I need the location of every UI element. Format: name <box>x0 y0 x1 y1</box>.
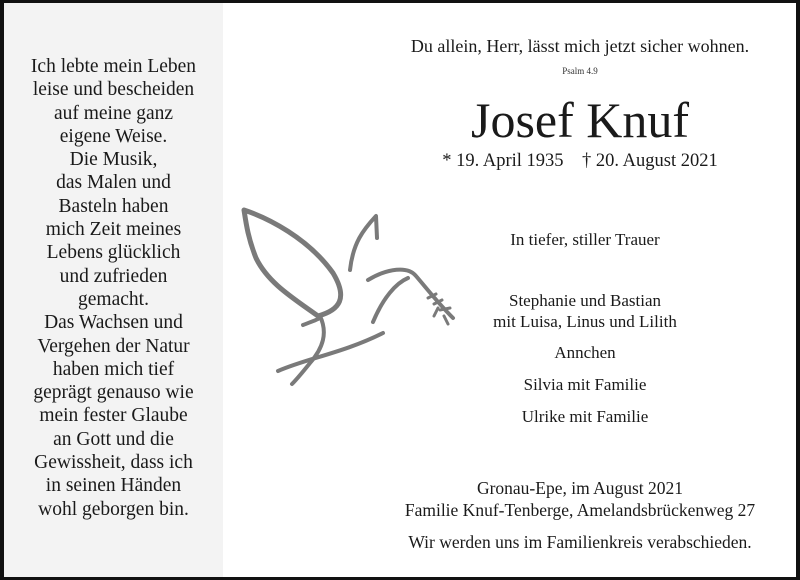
mourning-intro: In tiefer, stiller Trauer <box>510 230 660 249</box>
poem-line: Lebens glücklich <box>46 242 181 264</box>
poem-line: Basteln haben <box>58 195 169 217</box>
mourner-line: mit Luisa, Linus und Lilith <box>493 312 677 331</box>
poem-line: Ich lebte mein Leben <box>30 56 197 77</box>
poem-line: in seinen Händen <box>45 475 182 497</box>
poem-line: geprägt genauso wie <box>33 382 194 404</box>
poem-line: das Malen und <box>56 172 171 194</box>
mourner-group <box>470 290 700 332</box>
poem-line: leise und bescheiden <box>32 79 195 101</box>
poem-line: Das Wachsen und <box>44 312 183 334</box>
poem-line: Die Musik, <box>69 149 158 171</box>
footer-address: Familie Knuf-Tenberge, Amelandsbrückenweg 27 <box>404 500 756 520</box>
death-date: † 20. August 2021 <box>582 151 718 171</box>
poem-line: auf meine ganz <box>53 102 174 124</box>
poem-line: an Gott und die <box>53 428 174 450</box>
birth-date: * 19. April 1935 <box>442 151 564 171</box>
poem <box>4 55 223 521</box>
mourner-group: Silvia mit Familie <box>523 375 647 394</box>
mourner-line: Stephanie und Bastian <box>508 291 662 310</box>
poem-line: mich Zeit meines <box>45 219 182 241</box>
dove-with-olive-branch-icon <box>238 198 463 388</box>
poem-line: gemacht. <box>78 288 149 310</box>
poem-line: eigene Weise. <box>59 125 168 147</box>
verse-source: Psalm 4.9 <box>562 66 598 76</box>
poem-line: Gewissheit, dass ich <box>34 452 193 474</box>
poem-line: mein fester Glaube <box>39 405 188 427</box>
poem-panel <box>4 3 223 577</box>
poem-line: haben mich tief <box>52 358 175 380</box>
mourner-group: Ulrike mit Familie <box>521 407 649 426</box>
life-dates <box>380 151 780 172</box>
deceased-name: Josef Knuf <box>470 92 690 148</box>
mourner-group: Annchen <box>554 343 616 362</box>
poem-line: Vergehen der Natur <box>37 335 190 357</box>
poem-line: wohl geborgen bin. <box>38 498 189 520</box>
footer-place-date: Gronau-Epe, im August 2021 <box>476 478 684 498</box>
footer-note: Wir werden uns im Familienkreis verabschieden. <box>408 532 752 552</box>
poem-line: und zufrieden <box>59 265 168 287</box>
bible-verse: Du allein, Herr, lässt mich jetzt sicher wohnen. <box>410 36 750 56</box>
